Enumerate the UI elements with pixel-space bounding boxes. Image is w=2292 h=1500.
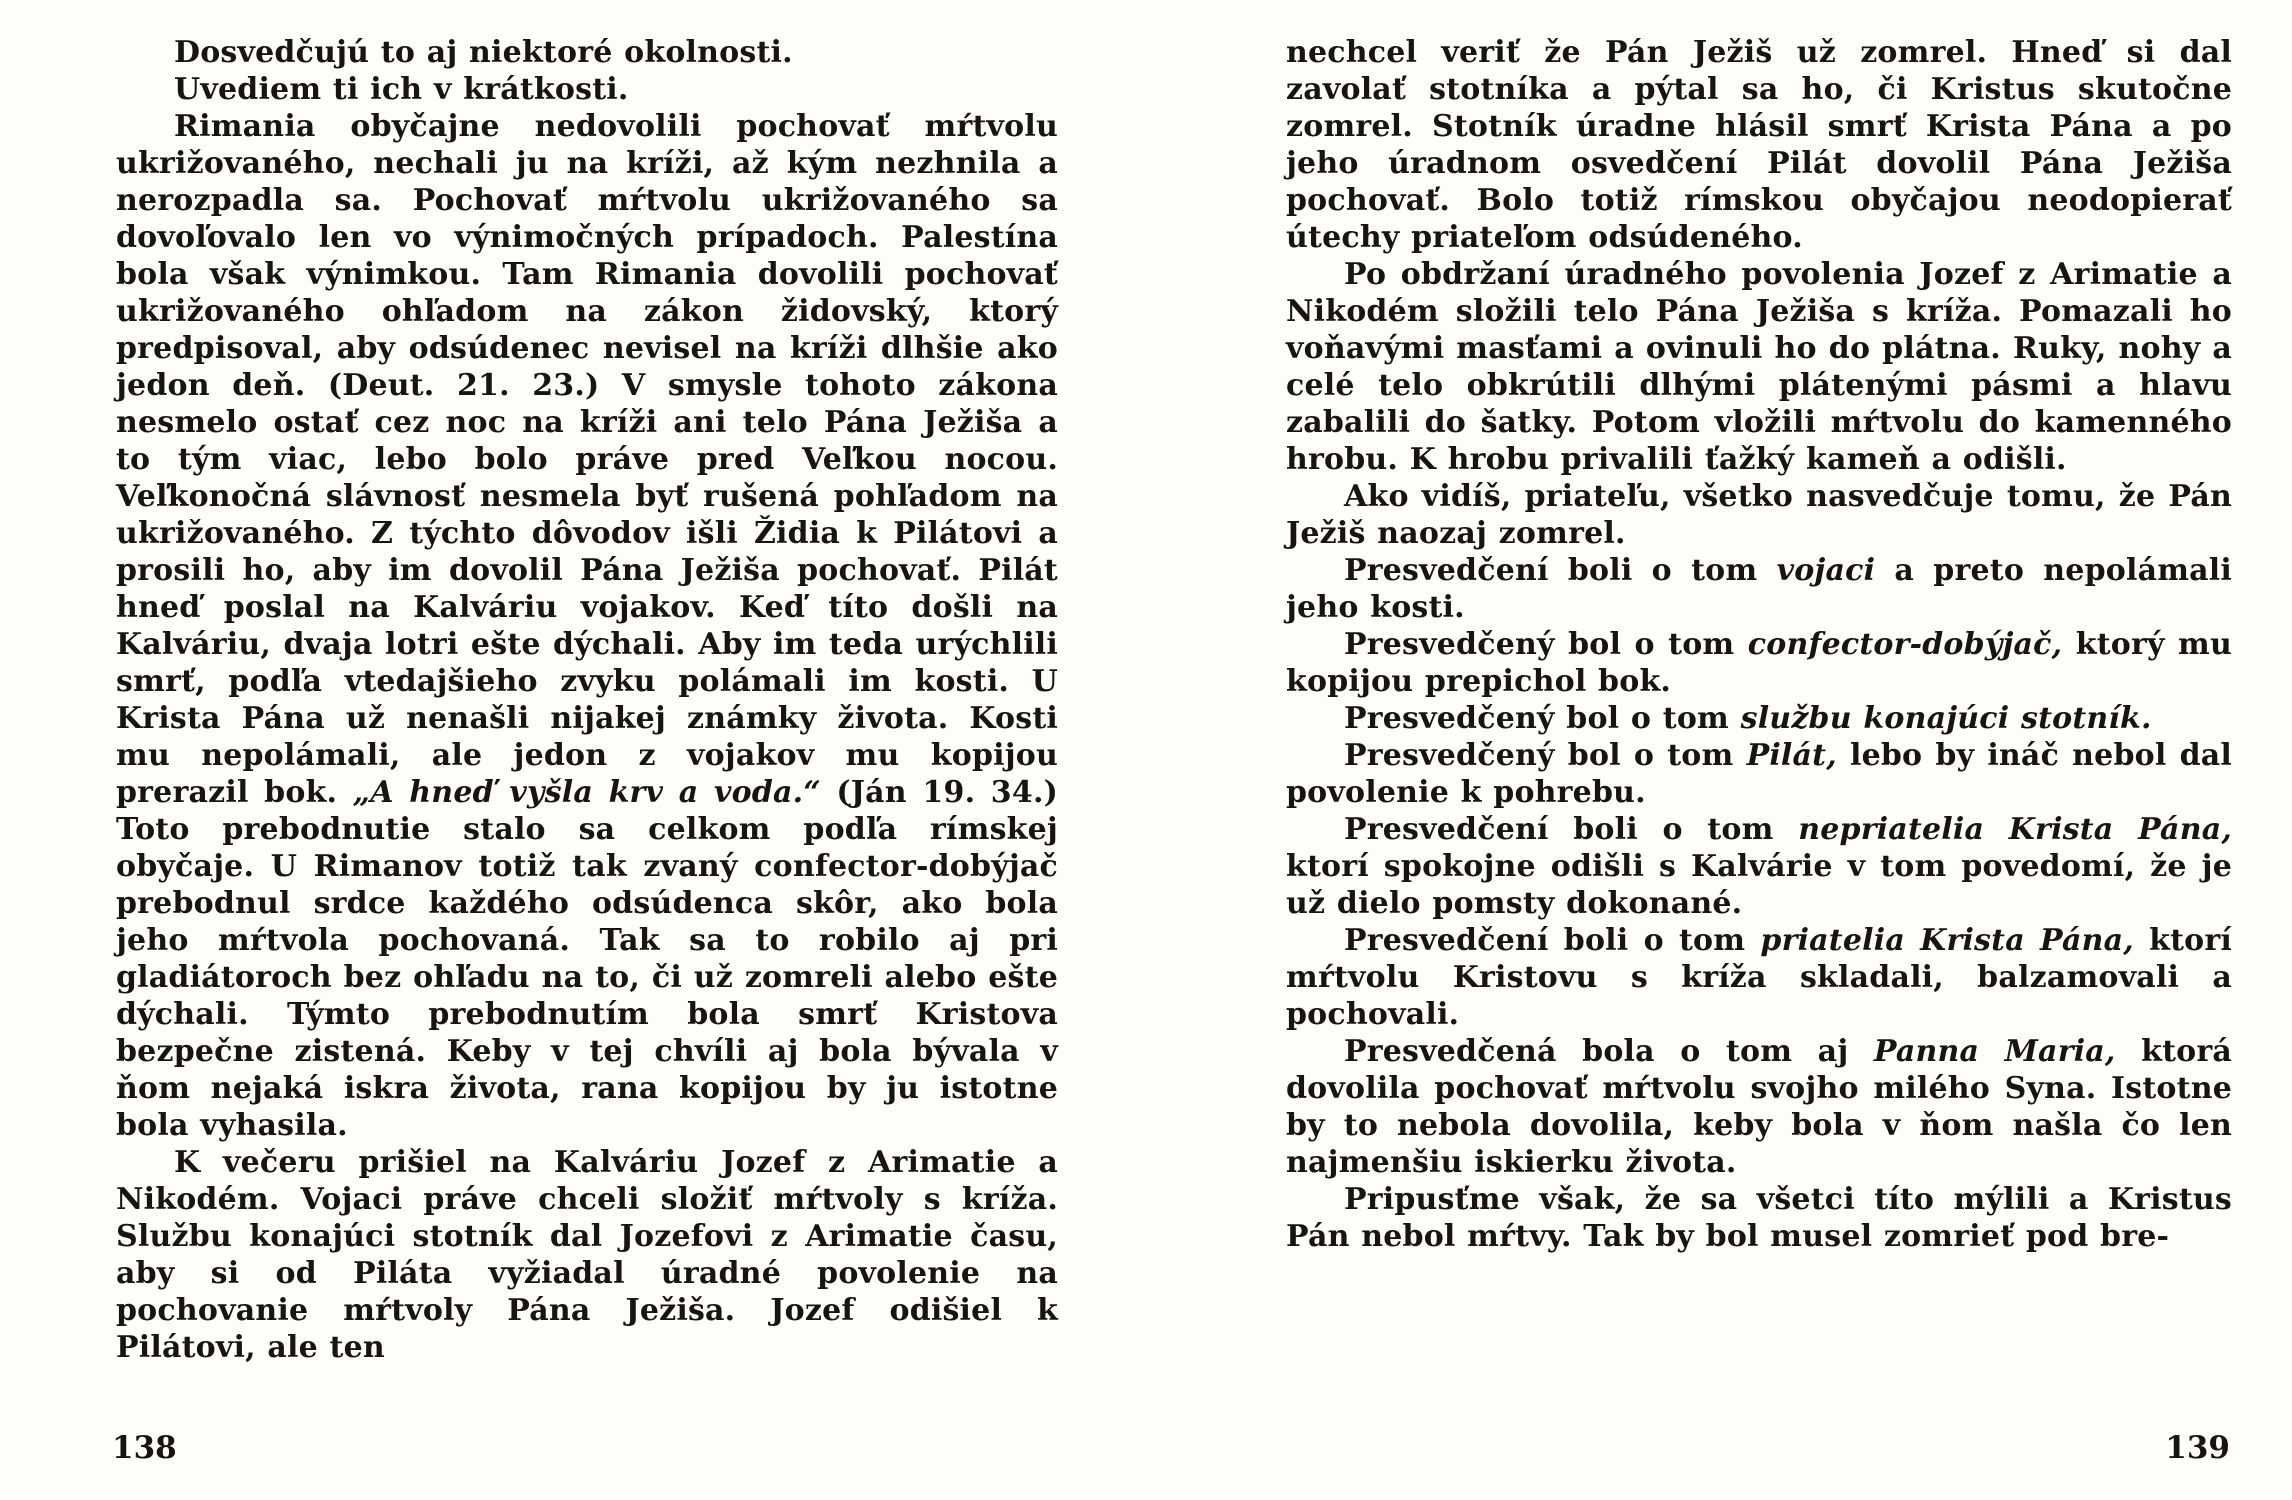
paragraph (1286, 1033, 2232, 1181)
emphasis-text: nepriatelia Krista Pána, (1798, 812, 2232, 847)
body-text: Presvedčení boli o tom (1344, 812, 1799, 847)
paragraph (1286, 34, 2232, 256)
paragraph (1286, 922, 2232, 1033)
body-text: Presvedčená bola o tom aj (1344, 1034, 1874, 1069)
paragraph (1286, 552, 2232, 626)
emphasis-text: Pilát, (1746, 738, 1837, 773)
body-text: Uvediem ti ich v krátkosti. (174, 72, 629, 107)
page-left-text-block (116, 34, 1058, 1366)
emphasis-text: službu konajúci stotník. (1740, 701, 2152, 736)
body-text: ktorá dovolila pochovať mŕtvolu svojho milého Syna. Istotne by to nebola dovolila, keby bola v ňom našla čo len najmenšiu iskierku života. (1286, 1034, 2232, 1180)
page-right-text-block (1286, 34, 2232, 1255)
paragraph (1286, 626, 2232, 700)
paragraph (116, 34, 1058, 71)
page-number-left: 138 (112, 1430, 177, 1466)
emphasis-text: „A hneď vyšla krv a voda.“ (352, 775, 821, 810)
paragraph (1286, 811, 2232, 922)
paragraph (116, 71, 1058, 108)
body-text: Presvedčení boli o tom (1344, 553, 1777, 588)
paragraph (1286, 700, 2232, 737)
body-text: K večeru prišiel na Kalváriu Jozef z Arimatie a Nikodém. Vojaci práve chceli složiť mŕtvoly s kríža. Službu konajúci stotník dal Jozefovi z Arimatie času, aby si od Piláta vyžiadal úradné povolenie na pochovanie mŕtvoly Pána Ježiša. Jozef odišiel k Pilátovi, ale ten (116, 1145, 1058, 1365)
body-text: Presvedčený bol o tom (1344, 627, 1748, 662)
paragraph (1286, 478, 2232, 552)
body-text: nechcel veriť že Pán Ježiš už zomrel. Hneď si dal zavolať stotníka a pýtal sa ho, či Kristus skutočne zomrel. Stotník úradne hlásil smrť Krista Pána a po jeho úradnom osvedčení Pilát dovolil Pána Ježiša pochovať. Bolo totiž rímskou obyčajou neodopierať útechy priateľom odsúdeného. (1286, 35, 2232, 255)
body-text: Presvedčený bol o tom (1344, 738, 1747, 773)
emphasis-text: confector-dobýjač, (1747, 627, 2063, 662)
body-text: lebo by ináč nebol dal povolenie k pohrebu. (1286, 738, 2232, 810)
body-text: Dosvedčujú to aj niektoré okolnosti. (174, 35, 793, 70)
emphasis-text: vojaci (1776, 553, 1876, 588)
paragraph (1286, 737, 2232, 811)
paragraph (116, 108, 1058, 1144)
body-text: ktorý mu kopijou prepichol bok. (1286, 627, 2232, 699)
body-text: Pripusťme však, že sa všetci títo mýlili a Kristus Pán nebol mŕtvy. Tak by bol musel zomrieť pod bre- (1286, 1182, 2232, 1254)
body-text: ktorí spokojne odišli s Kalvárie v tom povedomí, že je už dielo pomsty dokonané. (1286, 849, 2232, 921)
body-text: Rimania obyčajne nedovolili pochovať mŕtvolu ukrižovaného, nechali ju na kríži, až kým nezhnila a nerozpadla sa. Pochovať mŕtvolu ukrižovaného sa dovoľovalo len vo výnimočných prípadoch. Palestína bola však výnimkou. Tam Rimania dovolili pochovať ukrižovaného ohľadom na zákon židovský, ktorý predpisoval, aby odsúdenec nevisel na kríži dlhšie ako jedon deň. (Deut. 21. 23.) V smysle tohoto zákona nesmelo ostať cez noc na kríži ani telo Pána Ježiša a to tým viac, lebo bolo práve pred Veľkou nocou. Veľkonočná slávnosť nesmela byť rušená pohľadom na ukrižovaného. Z týchto dôvodov išli Židia k Pilátovi a prosili ho, aby im dovolil Pána Ježiša pochovať. Pilát hneď poslal na Kalváriu vojakov. Keď títo došli na Kalváriu, dvaja lotri ešte dýchali. Aby im teda urýchlili smrť, podľa vtedajšieho zvyku polámali im kosti. U Krista Pána už nenašli nijakej známky života. Kosti mu nepolámali, ale jedon z vojakov mu kopijou prerazil bok. (116, 109, 1058, 810)
paragraph (116, 1144, 1058, 1366)
body-text: (Ján 19. 34.) Toto prebodnutie stalo sa celkom podľa rímskej obyčaje. U Rimanov totiž tak zvaný confector-dobýjač prebodnul srdce každého odsúdenca skôr, ako bola jeho mŕtvola pochovaná. Tak sa to robilo aj pri gladiátoroch bez ohľadu na to, či už zomreli alebo ešte dýchali. Týmto prebodnutím bola smrť Kristova bezpečne zistená. Keby v tej chvíli aj bola bývala v ňom nejaká iskra života, rana kopijou by ju istotne bola vyhasila. (116, 775, 1058, 1143)
body-text: Ako vidíš, priateľu, všetko nasvedčuje tomu, že Pán Ježiš naozaj zomrel. (1286, 479, 2232, 551)
body-text: Po obdržaní úradného povolenia Jozef z Arimatie a Nikodém složili telo Pána Ježiša s kríža. Pomazali ho voňavými masťami a ovinuli ho do plátna. Ruky, nohy a celé telo obkrútili dlhými plátenými pásmi a hlavu zabalili do šatky. Potom vložili mŕtvolu do kamenného hrobu. K hrobu privalili ťažký kameň a odišli. (1286, 257, 2232, 477)
paragraph (1286, 256, 2232, 478)
body-text: Presvedčení boli o tom (1344, 923, 1761, 958)
body-text: ktorí mŕtvolu Kristovu s kríža skladali, balzamovali a pochovali. (1286, 923, 2232, 1032)
body-text: Presvedčený bol o tom (1344, 701, 1741, 736)
body-text: a preto nepolámali jeho kosti. (1286, 553, 2232, 625)
emphasis-text: priatelia Krista Pána, (1760, 923, 2134, 958)
page-number-right: 139 (2165, 1430, 2230, 1466)
emphasis-text: Panna Maria, (1873, 1034, 2116, 1069)
paragraph (1286, 1181, 2232, 1255)
